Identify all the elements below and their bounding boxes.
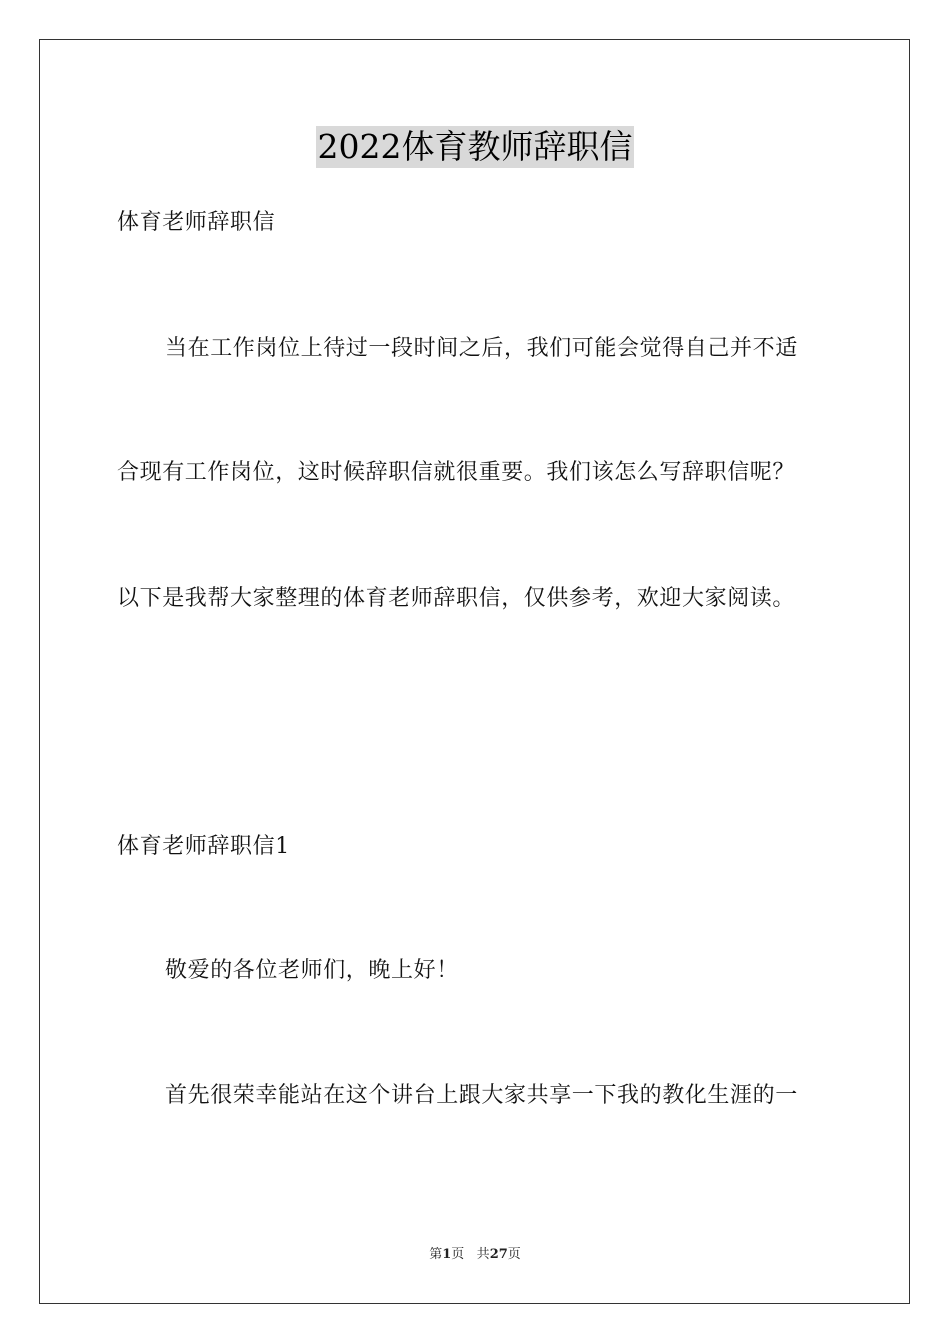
total-prefix: 共: [476, 1247, 490, 1262]
page-number: 1: [442, 1247, 452, 1262]
paragraph-line: 以下是我帮大家整理的体育老师辞职信，仅供参考，欢迎大家阅读。: [117, 586, 796, 611]
paragraph-line: 首先很荣幸能站在这个讲台上跟大家共享一下我的教化生涯的一: [165, 1083, 798, 1108]
total-suffix: 页: [507, 1247, 521, 1262]
page-prefix: 第: [429, 1247, 443, 1262]
total-pages: 27: [489, 1247, 508, 1262]
page-suffix: 页: [451, 1247, 465, 1262]
paragraph-line: 敬爱的各位老师们，晚上好！: [165, 958, 459, 983]
paragraph-line: 合现有工作岗位，这时候辞职信就很重要。我们该怎么写辞职信呢？: [117, 460, 796, 485]
paragraph-line: 当在工作岗位上待过一段时间之后，我们可能会觉得自己并不适: [165, 336, 798, 361]
section-heading: 体育老师辞职信: [117, 210, 276, 235]
section-heading: 体育老师辞职信1: [117, 834, 290, 859]
title-container: [0, 126, 950, 168]
page-footer: [0, 1246, 950, 1264]
document-title: 2022体育教师辞职信: [317, 127, 633, 166]
